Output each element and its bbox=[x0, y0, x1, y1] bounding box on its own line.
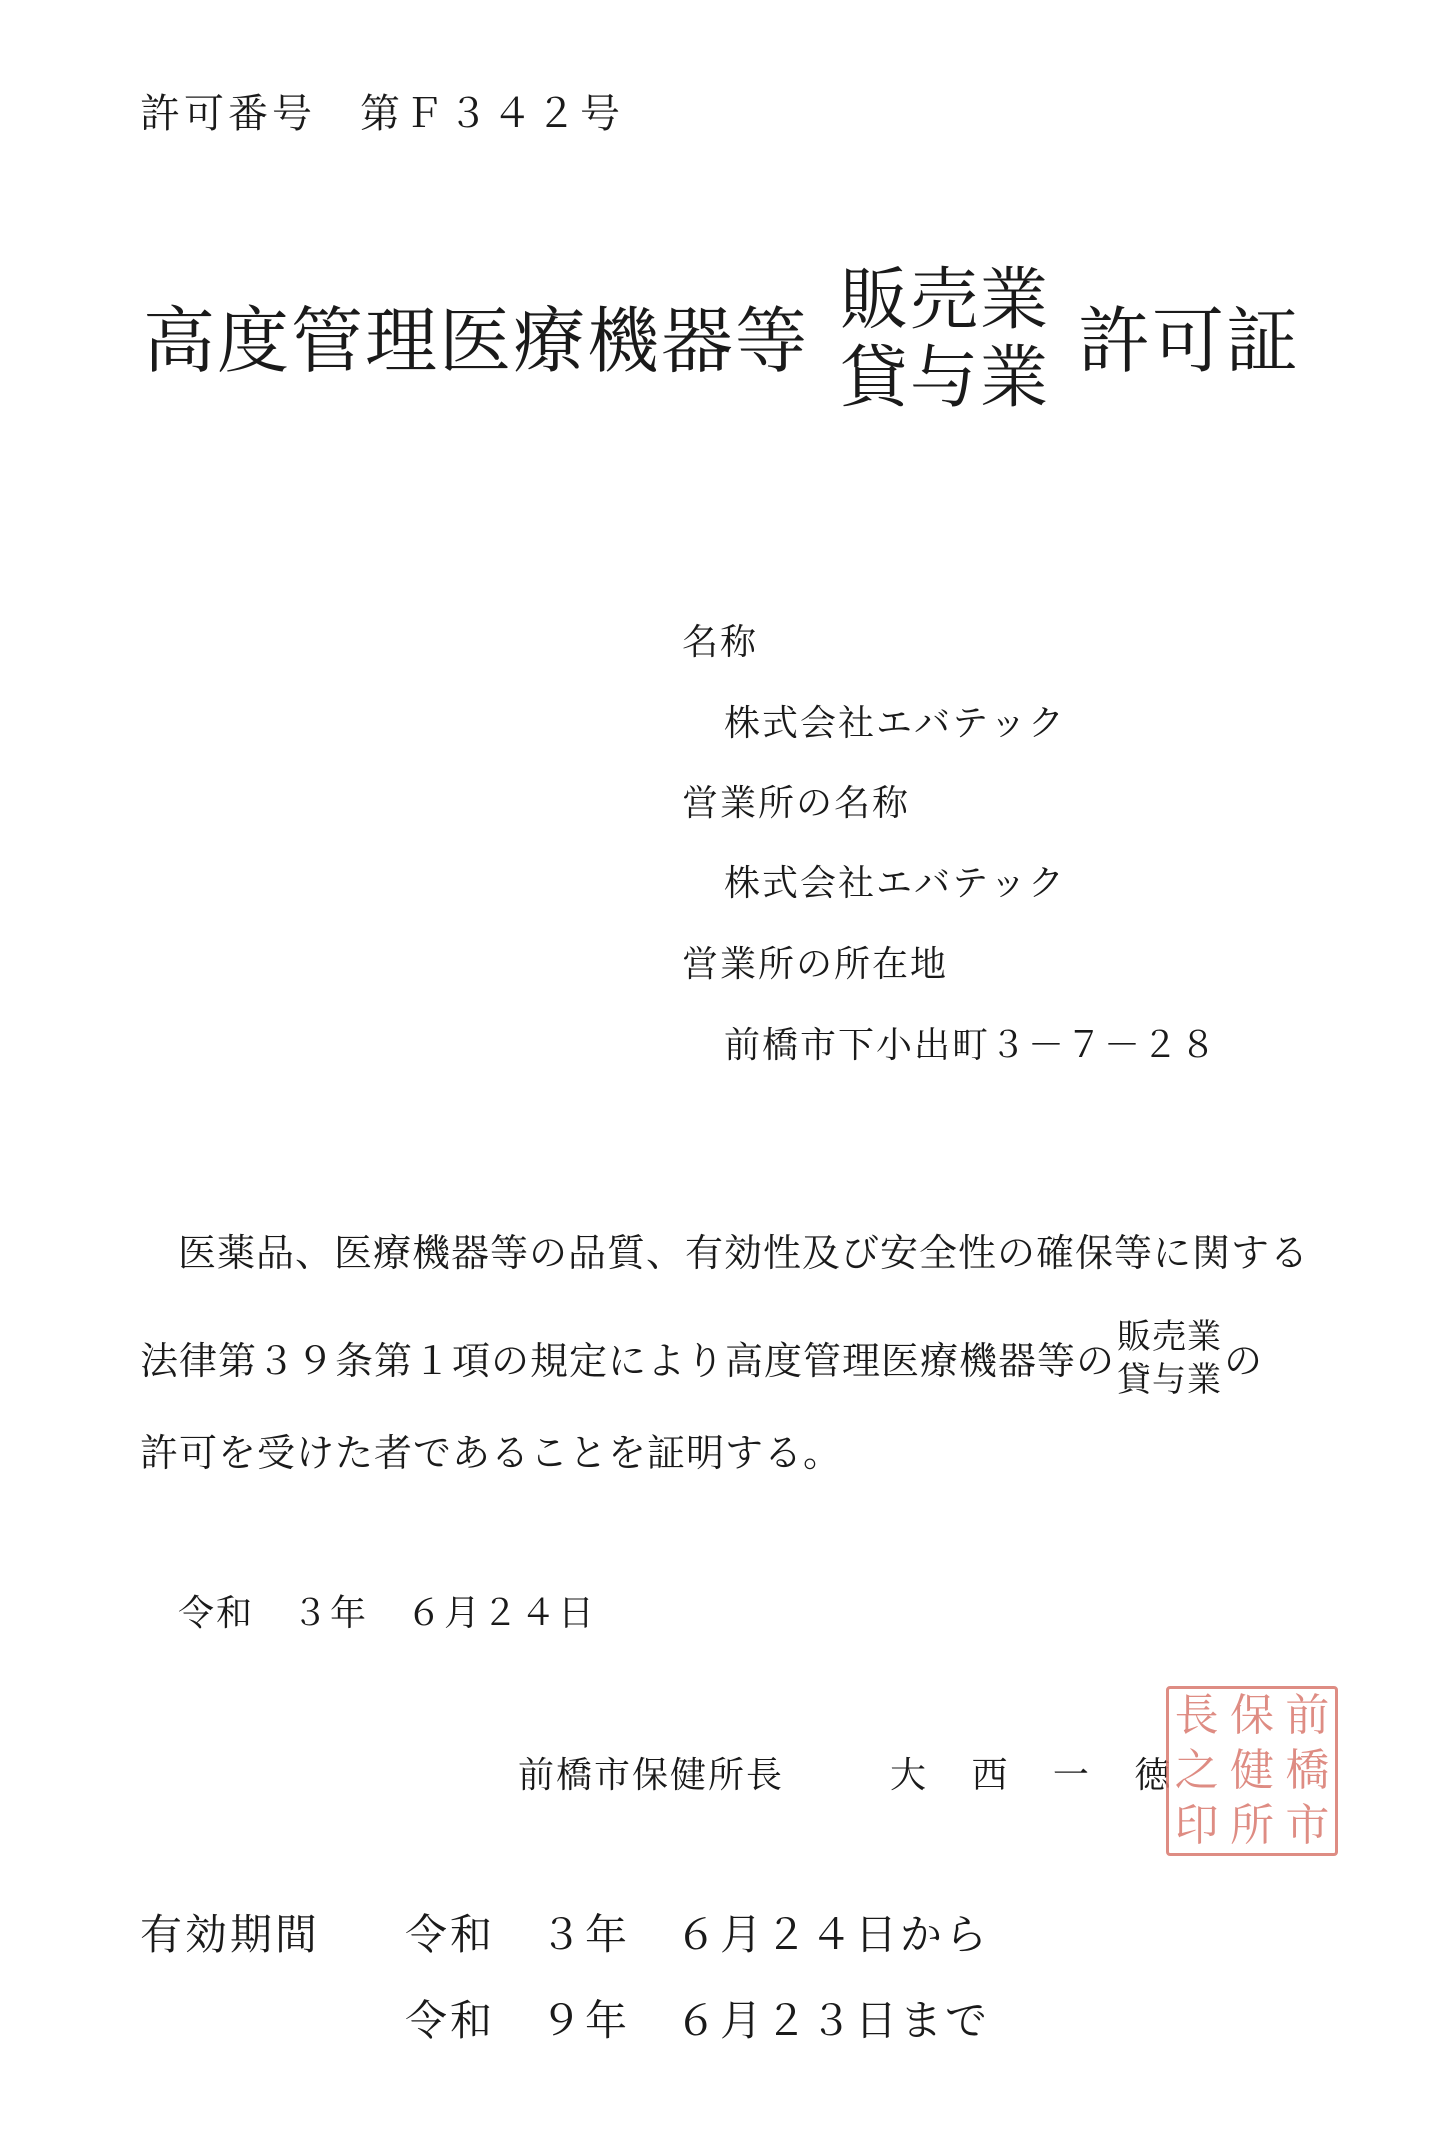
validity-from: 令和 ３年 ６月２４日から bbox=[405, 1910, 991, 1959]
office-address-value: 前橋市下小出町３－７－２８ bbox=[724, 1025, 1219, 1066]
body-lending-business: 貸与業 bbox=[1117, 1359, 1223, 1400]
title-permit-certificate: 許可証 bbox=[1078, 299, 1301, 383]
seal-character: 健 bbox=[1229, 1744, 1274, 1796]
issuer-title: 前橋市保健所長 bbox=[518, 1755, 785, 1796]
office-name-label: 営業所の名称 bbox=[682, 783, 911, 824]
title-main: 高度管理医療機器等 bbox=[143, 299, 810, 383]
seal-character: 印 bbox=[1174, 1799, 1219, 1851]
issuer-name: 大 西 一 徳 bbox=[890, 1755, 1171, 1796]
validity-to: 令和 ９年 ６月２３日まで bbox=[405, 1996, 991, 2045]
seal-character: 長 bbox=[1174, 1690, 1219, 1742]
office-address-label: 営業所の所在地 bbox=[682, 944, 949, 985]
office-name-value: 株式会社エバテック bbox=[724, 863, 1067, 904]
body-line-2 bbox=[140, 1317, 1264, 1407]
seal-character: 保 bbox=[1229, 1690, 1274, 1742]
body-sales-business: 販売業 bbox=[1117, 1317, 1223, 1357]
permit-number: 許可番号 第Ｆ３４２号 bbox=[140, 91, 624, 137]
name-label: 名称 bbox=[682, 622, 759, 663]
name-value: 株式会社エバテック bbox=[724, 703, 1067, 744]
title-lending-business: 貸与業 bbox=[840, 339, 1051, 419]
official-seal bbox=[1166, 1686, 1338, 1856]
title-business-type-stack bbox=[840, 262, 1050, 418]
issue-date: 令和 ３年 ６月２４日 bbox=[178, 1593, 597, 1634]
validity-label: 有効期間 bbox=[140, 1910, 321, 1959]
seal-character: 所 bbox=[1229, 1799, 1274, 1851]
seal-character: 之 bbox=[1174, 1744, 1219, 1796]
body-business-type-stack bbox=[1117, 1316, 1222, 1401]
body-line-3: 許可を受けた者であることを証明する。 bbox=[140, 1431, 843, 1475]
title-sales-business: 販売業 bbox=[840, 261, 1051, 340]
body-line-1: 医薬品、医療機器等の品質、有効性及び安全性の確保等に関する bbox=[178, 1231, 1310, 1275]
seal-character: 前 bbox=[1285, 1690, 1330, 1742]
body-line-2-text: 法律第３９条第１項の規定により高度管理医療機器等の bbox=[140, 1339, 1116, 1383]
body-line-2-suffix: の bbox=[1224, 1339, 1264, 1383]
seal-character: 市 bbox=[1285, 1799, 1330, 1851]
seal-character: 橋 bbox=[1285, 1744, 1330, 1796]
